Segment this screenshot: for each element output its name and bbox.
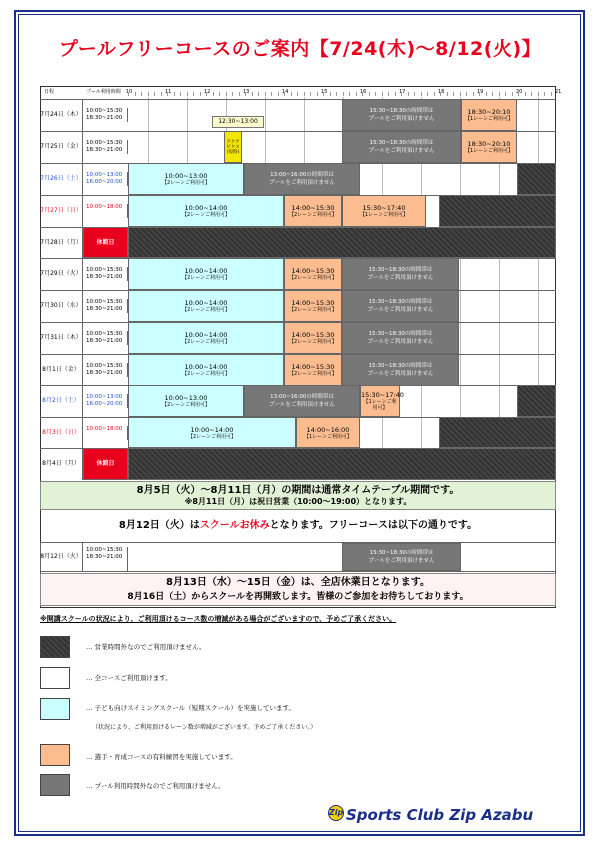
banner-line: 8月5日（火）～8月11日（月）の期間は通常タイムテーブル期間です。 <box>136 485 460 496</box>
banner-line: ※8月11日（月）は祝日営業（10:00～19:00）となります。 <box>184 497 412 506</box>
row-date: 7月26日（土） <box>40 163 83 195</box>
row-times: 10:00~13:00 16:00~20:00 <box>83 172 128 186</box>
closed-hours-block <box>439 195 556 227</box>
minute-tick <box>434 92 435 96</box>
closed-hours-block <box>128 227 556 258</box>
minute-tick <box>447 92 448 96</box>
minute-tick <box>219 92 220 96</box>
minute-tick <box>148 92 149 96</box>
row-date: 8月3日（日） <box>40 417 83 448</box>
row-date: 7月24日（木） <box>40 99 83 131</box>
paid-practice-block: 14:00~15:30 【2レーンご利用可】 <box>284 322 342 354</box>
minute-tick <box>538 92 539 96</box>
row-date: 7月27日（日） <box>40 195 83 227</box>
legend-subtext: （状況により、ご利用頂けるレーン数が増減がございます。予めご了承ください。） <box>92 724 317 731</box>
hour-tick-label: 14 <box>282 89 289 95</box>
legend-swatch-open <box>40 667 70 689</box>
hour-tick-label: 13 <box>243 89 250 95</box>
row-date: 7月25日（金） <box>40 131 83 163</box>
unavailable-block: 13:00~16:00の時間帯は プールをご利用頂けません <box>244 385 360 417</box>
date-col-header: 日程 <box>44 89 55 95</box>
banner-line: 8月16日（土）からスクールを再開致します。皆様のご参加をお待ちしております。 <box>127 592 469 602</box>
minute-tick <box>531 92 532 96</box>
row-date: 8月12日（火） <box>40 543 83 571</box>
closed-hours-block <box>128 448 556 480</box>
school-block: 10:00~14:00 【2レーンご利用可】 <box>128 322 284 354</box>
school-block: 10:00~14:00 【2レーンご利用可】 <box>128 417 296 448</box>
minute-tick <box>278 92 279 96</box>
note-text: ※開講スクールの状況により、ご利用頂けるコース数の増減がある場合がございますので、予めご了承ください。 <box>40 615 397 623</box>
minute-tick <box>200 92 201 96</box>
aqua-time-callout: 12:30~13:00 <box>212 116 264 128</box>
minute-tick <box>473 92 474 96</box>
minute-tick <box>258 92 259 96</box>
hour-tick-label: 10 <box>126 89 133 95</box>
minute-tick <box>369 92 370 96</box>
unavailable-block: 15:30~18:30の時間帯は プールをご利用頂けません <box>342 543 461 571</box>
row-date: 7月29日（火） <box>40 258 83 290</box>
closed-day-badge: 休館日 <box>83 448 128 480</box>
paid-practice-block: 14:00~16:00 【1レーンご利用可】 <box>296 417 360 448</box>
minute-tick <box>414 92 415 96</box>
hour-tick-label: 12 <box>204 89 211 95</box>
hour-tick-label: 18 <box>438 89 445 95</box>
minute-tick <box>135 92 136 96</box>
row-date: 7月28日（月） <box>40 227 83 258</box>
legend-swatch-closed <box>40 636 70 658</box>
minute-tick <box>505 92 506 96</box>
row-times: 10:00~15:30 18:30~21:00 <box>83 547 128 571</box>
minute-tick <box>388 92 389 96</box>
minute-tick <box>343 92 344 96</box>
row-times: 10:00~15:30 18:30~21:00 <box>83 331 128 345</box>
minute-tick <box>408 92 409 96</box>
row-times: 10:00~18:00 <box>83 426 128 440</box>
minute-tick <box>291 92 292 96</box>
minute-tick <box>479 92 480 96</box>
minute-tick <box>349 92 350 96</box>
minute-tick <box>226 92 227 96</box>
minute-tick <box>401 92 402 96</box>
paid-practice-block: 14:00~15:30 【2レーンご利用可】 <box>284 195 342 227</box>
minute-tick <box>362 92 363 96</box>
minute-tick <box>193 92 194 96</box>
minute-tick <box>544 92 545 96</box>
unavailable-block: 15:30~18:30の時間帯は プールをご利用頂けません <box>342 131 461 163</box>
minute-tick <box>310 92 311 96</box>
hour-tick-label: 19 <box>477 89 484 95</box>
normal-period-banner <box>40 481 556 510</box>
hour-tick-label: 20 <box>516 89 523 95</box>
minute-tick <box>239 92 240 96</box>
legend-swatch-paid <box>40 744 70 766</box>
zip-logo-icon: Zip <box>328 805 344 821</box>
row-date: 8月2日（土） <box>40 385 83 417</box>
row-times: 10:00~13:00 16:00~20:00 <box>83 394 128 408</box>
closure-banner <box>40 573 556 606</box>
hour-tick-label: 11 <box>165 89 172 95</box>
minute-tick <box>297 92 298 96</box>
unavailable-block: 13:00~16:00の時間帯は プールをご利用頂けません <box>244 163 360 195</box>
banner-line: 8月13日（水）～15日（金）は、全店休業日となります。 <box>166 577 430 588</box>
unavailable-block: 15:30~18:30の時間帯は プールをご利用頂けません <box>342 258 459 290</box>
closed-day-badge: 休館日 <box>83 227 128 258</box>
paid-practice-block: 14:00~15:30 【2レーンご利用可】 <box>284 354 342 386</box>
minute-tick <box>453 92 454 96</box>
minute-tick <box>499 92 500 96</box>
minute-tick <box>382 92 383 96</box>
school-block: 10:00~14:00 【2レーンご利用可】 <box>128 290 284 322</box>
minute-tick <box>317 92 318 96</box>
minute-tick <box>213 92 214 96</box>
hour-tick-label: 17 <box>399 89 406 95</box>
minute-tick <box>525 92 526 96</box>
legend-text: … プール利用時間外なのでご利用頂けません。 <box>86 782 225 790</box>
minute-tick <box>232 92 233 96</box>
school-block: 10:00~14:00 【2レーンご利用可】 <box>128 195 284 227</box>
minute-tick <box>336 92 337 96</box>
row-times: 10:00~15:30 18:30~21:00 <box>83 140 128 154</box>
minute-tick <box>128 92 129 96</box>
minute-tick <box>271 92 272 96</box>
legend-swatch-unavailable <box>40 774 70 796</box>
legend-text: … 選手・育成コースの有料練習を実施しています。 <box>86 753 237 761</box>
minute-tick <box>252 92 253 96</box>
paid-practice-block: 18:30~20:10 【1レーンご利用可】 <box>461 131 517 163</box>
closed-hours-block <box>517 385 556 417</box>
paid-practice-block: 15:30~17:40 【1レーンご利用可】 <box>342 195 426 227</box>
minute-tick <box>245 92 246 96</box>
minute-tick <box>460 92 461 96</box>
unavailable-block: 15:30~18:30の時間帯は プールをご利用頂けません <box>342 322 459 354</box>
school-block: 10:00~14:00 【2レーンご利用可】 <box>128 354 284 386</box>
paid-practice-block: 18:30~20:10 【1レーンご利用可】 <box>461 99 517 131</box>
minute-tick <box>154 92 155 96</box>
minute-tick <box>551 92 552 96</box>
minute-tick <box>492 92 493 96</box>
hour-tick-label: 21 <box>555 89 562 95</box>
minute-tick <box>206 92 207 96</box>
unavailable-block: 15:30~18:30の時間帯は プールをご利用頂けません <box>342 99 461 131</box>
school-block: 10:00~13:00 【2レーンご利用可】 <box>128 385 244 417</box>
unavailable-block: 15:30~18:30の時間帯は プールをご利用頂けません <box>342 290 459 322</box>
brand-logo-text: Sports Club Zip Azabu <box>346 806 534 824</box>
school-holiday-banner: 8月12日（火）はスクールお休みとなります。フリーコースは以下の通りです。 <box>118 520 478 531</box>
minute-tick <box>395 92 396 96</box>
legend-text: … 全コースご利用頂けます。 <box>86 674 172 682</box>
minute-tick <box>161 92 162 96</box>
minute-tick <box>304 92 305 96</box>
paid-practice-block: 15:30~17:40 【1レーンご利用可】 <box>360 385 400 417</box>
closed-hours-block <box>517 163 556 195</box>
minute-tick <box>356 92 357 96</box>
minute-tick <box>323 92 324 96</box>
legend-swatch-school <box>40 698 70 720</box>
row-times: 10:00~15:30 18:30~21:00 <box>83 363 128 377</box>
row-times: 10:00~15:30 18:30~21:00 <box>83 108 128 122</box>
minute-tick <box>512 92 513 96</box>
time-col-header: プール利用時間 <box>86 89 121 95</box>
minute-tick <box>284 92 285 96</box>
row-times: 10:00~15:30 18:30~21:00 <box>83 299 128 313</box>
minute-tick <box>167 92 168 96</box>
legend-text: … 子ども向けスイミングスクール（短期スクール）を実施しています。 <box>86 704 295 712</box>
school-block: 10:00~14:00 【2レーンご利用可】 <box>128 258 284 290</box>
minute-tick <box>427 92 428 96</box>
minute-tick <box>421 92 422 96</box>
row-date: 7月31日（木） <box>40 322 83 354</box>
minute-tick <box>330 92 331 96</box>
paid-practice-block: 14:00~15:30 【2レーンご利用可】 <box>284 290 342 322</box>
paid-practice-block: 14:00~15:30 【2レーンご利用可】 <box>284 258 342 290</box>
closed-hours-block <box>439 417 556 448</box>
minute-tick <box>174 92 175 96</box>
minute-tick <box>466 92 467 96</box>
minute-tick <box>440 92 441 96</box>
aqua-block: アクア ビクス (短時) <box>224 131 242 163</box>
legend-text: … 営業時間外なのでご利用頂けません。 <box>86 643 206 651</box>
page-title: プールフリーコースのご案内【7/24(木)～8/12(火)】 <box>58 38 542 60</box>
row-date: 8月1日（金） <box>40 354 83 385</box>
minute-tick <box>180 92 181 96</box>
hour-tick-label: 16 <box>360 89 367 95</box>
row-times: 10:00~18:00 <box>83 204 128 218</box>
minute-tick <box>375 92 376 96</box>
hour-tick-label: 15 <box>321 89 328 95</box>
row-date: 7月30日（水） <box>40 290 83 322</box>
unavailable-block: 15:30~18:30の時間帯は プールをご利用頂けません <box>342 354 459 386</box>
row-date: 8月4日（月） <box>40 448 83 480</box>
minute-tick <box>265 92 266 96</box>
school-block: 10:00~13:00 【2レーンご利用可】 <box>128 163 244 195</box>
minute-tick <box>187 92 188 96</box>
minute-tick <box>486 92 487 96</box>
minute-tick <box>518 92 519 96</box>
minute-tick <box>141 92 142 96</box>
row-times: 10:00~15:30 18:30~21:00 <box>83 267 128 281</box>
